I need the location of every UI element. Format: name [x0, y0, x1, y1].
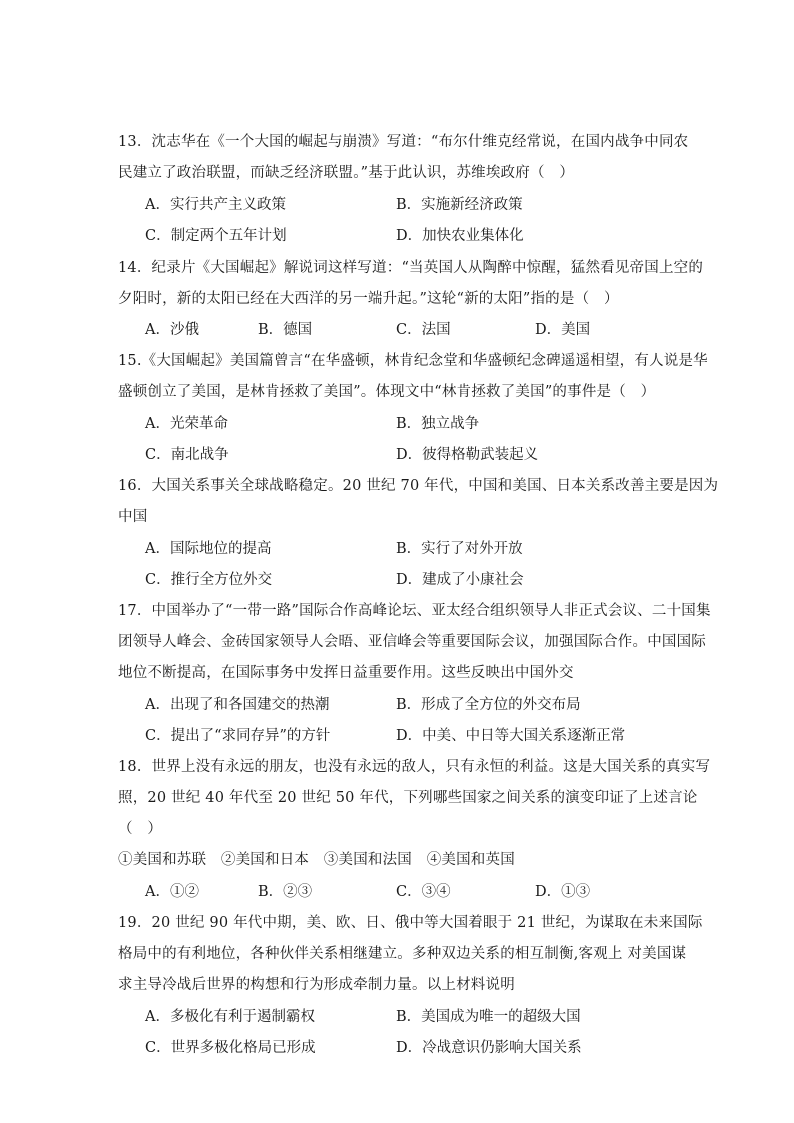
question-19-option-b: B．美国成为唯一的超级大国: [396, 1009, 581, 1025]
question-19-option-c: C．世界多极化格局已形成: [145, 1040, 316, 1056]
question-13-stem-line-2: 民建立了政治联盟，而缺乏经济联盟。”基于此认识，苏维埃政府（ ）: [118, 165, 575, 181]
question-13-option-a: A．实行共产主义政策: [145, 197, 286, 213]
question-14-option-c: C．法国: [396, 322, 451, 338]
question-13-option-d: D．加快农业集体化: [396, 228, 524, 244]
question-16-option-c: C．推行全方位外交: [145, 572, 273, 588]
question-14-option-a: A．沙俄: [145, 322, 199, 338]
question-13-option-c: C．制定两个五年计划: [145, 228, 287, 244]
question-19-stem-line-3: 求主导冷战后世界的构想和行为形成牵制力量。以上材料说明: [118, 977, 515, 993]
question-15-option-a: A．光荣革命: [145, 416, 228, 432]
question-15-option-d: D．彼得格勒武装起义: [396, 447, 539, 463]
question-15-option-b: B．独立战争: [396, 416, 480, 432]
question-17-option-b: B．形成了全方位的外交布局: [396, 697, 581, 713]
question-18-choice-list: ①美国和苏联 ②美国和日本 ③美国和法国 ④美国和英国: [118, 852, 515, 868]
question-18-option-b: B．②③: [258, 884, 313, 900]
question-15-stem-line-1: 15.《大国崛起》美国篇曾言“在华盛顿，林肯纪念堂和华盛顿纪念碑遥遥相望，有人说是华: [118, 353, 708, 369]
question-17-stem-line-3: 地位不断提高，在国际事务中发挥日益重要作用。这些反映出中国外交: [118, 665, 574, 681]
question-19-stem-line-1: 19．20 世纪 90 年代中期，美、欧、日、俄中等大国着眼于 21 世纪，为谋取在未来国际: [118, 915, 703, 931]
question-13-option-b: B．实施新经济政策: [396, 197, 523, 213]
question-19-option-a: A．多极化有利于遏制霸权: [145, 1009, 315, 1025]
question-18-stem-line-1: 18．世界上没有永远的朋友，也没有永远的敌人，只有永恒的利益。这是大国关系的真实写: [118, 759, 711, 775]
question-13-stem-line-1: 13．沈志华在《一个大国的崛起与崩溃》写道：“布尔什维克经常说，在国内战争中同农: [118, 134, 689, 150]
question-19-stem-line-2: 格局中的有利地位，各种伙伴关系相继建立。多种双边关系的相互制衡,客观上 对美国谋: [118, 946, 687, 962]
question-19-option-d: D．冷战意识仍影响大国关系: [396, 1040, 582, 1056]
question-15-stem-line-2: 盛顿创立了美国，是林肯拯救了美国”。体现文中“林肯拯救了美国”的事件是（ ）: [118, 384, 656, 400]
question-16-option-b: B．实行了对外开放: [396, 541, 523, 557]
question-17-stem-line-2: 团领导人峰会、金砖国家领导人会晤、亚信峰会等重要国际会议，加强国际合作。中国国际: [118, 634, 706, 650]
question-16-option-d: D．建成了小康社会: [396, 572, 524, 588]
question-14-option-d: D．美国: [535, 322, 591, 338]
question-18-stem-line-3: （ ）: [118, 821, 163, 837]
question-16-option-a: A．国际地位的提高: [145, 541, 272, 557]
question-18-option-c: C．③④: [396, 884, 451, 900]
question-14-stem-line-2: 夕阳时，新的太阳已经在大西洋的另一端升起。”这轮“新的太阳”指的是（ ）: [118, 291, 619, 307]
question-14-stem-line-1: 14．纪录片《大国崛起》解说词这样写道：“当英国人从陶醉中惊醒，猛然看见帝国上空的: [118, 260, 704, 276]
question-14-option-b: B．德国: [258, 322, 313, 338]
question-15-option-c: C．南北战争: [145, 447, 229, 463]
question-17-option-c: C．提出了“求同存异”的方针: [145, 728, 331, 744]
question-18-option-a: A．①②: [145, 884, 199, 900]
question-17-stem-line-1: 17．中国举办了“一带一路”国际合作高峰论坛、亚太经合组织领导人非正式会议、二十国集: [118, 603, 711, 619]
question-17-option-d: D．中美、中日等大国关系逐渐正常: [396, 728, 626, 744]
question-16-stem-line-1: 16．大国关系事关全球战略稳定。20 世纪 70 年代，中国和美国、日本关系改善主要是因为: [118, 478, 719, 494]
question-18-stem-line-2: 照，20 世纪 40 年代至 20 世纪 50 年代，下列哪些国家之间关系的演变印证了上述言论: [118, 790, 698, 806]
question-16-stem-line-2: 中国: [118, 509, 148, 525]
question-18-option-d: D．①③: [535, 884, 591, 900]
question-17-option-a: A．出现了和各国建交的热潮: [145, 697, 330, 713]
